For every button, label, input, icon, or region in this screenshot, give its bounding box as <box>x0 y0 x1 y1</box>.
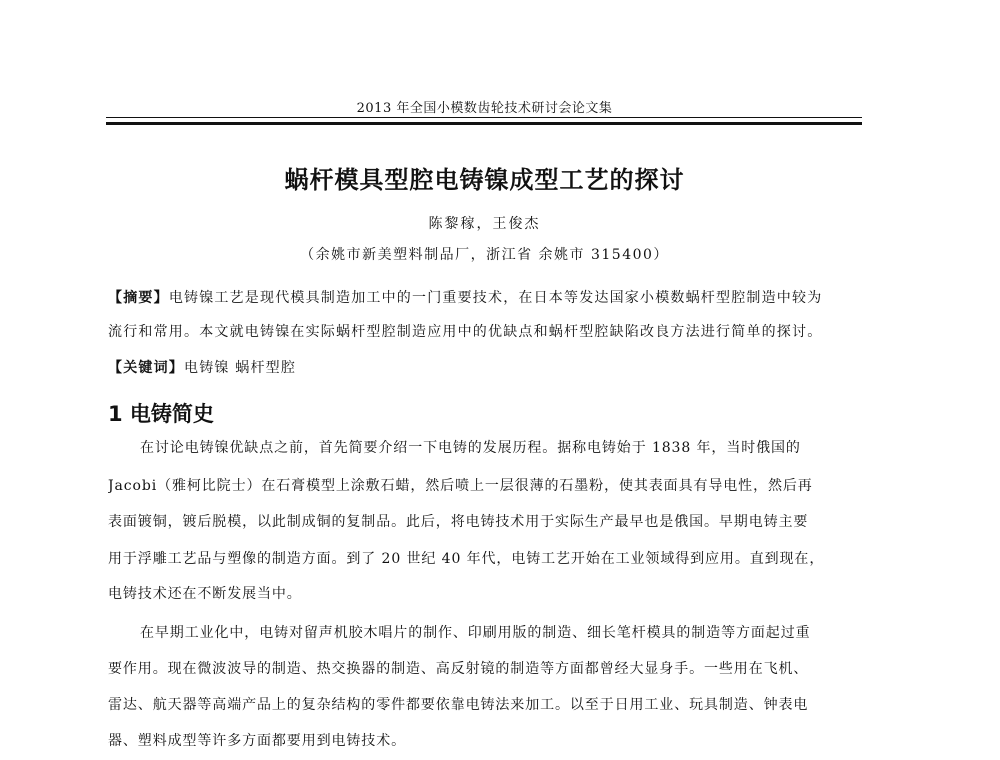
keywords-text: 电铸镍 蜗杆型腔 <box>184 360 297 376</box>
body-line: 电铸技术还在不断发展当中。 <box>108 586 302 602</box>
paper-affiliation: （余姚市新美塑料制品厂，浙江省 余姚市 315400） <box>300 247 669 263</box>
body-line: 要作用。现在微波波导的制造、热交换器的制造、高反射镜的制造等方面都曾经大显身手。一些用在飞机、 <box>108 661 809 677</box>
body-line: 在讨论电铸镍优缺点之前，首先简要介绍一下电铸的发展历程。据称电铸始于 1838 年，当时俄国的 <box>140 440 801 456</box>
abstract-text-2: 流行和常用。本文就电铸镍在实际蜗杆型腔制造应用中的优缺点和蜗杆型腔缺陷改良方法进行简单的探讨。 <box>108 324 823 340</box>
body-line: Jacobi（雅柯比院士）在石膏模型上涂敷石蜡，然后喷上一层很薄的石墨粉，使其表面具有导电性，然后再 <box>108 478 813 494</box>
body-line: 在早期工业化中，电铸对留声机胶木唱片的制作、印刷用版的制造、细长笔杆模具的制造等方面起过重 <box>140 625 811 641</box>
body-line: 表面镀铜，镀后脱模，以此制成铜的复制品。此后，将电铸技术用于实际生产最早也是俄国。早期电铸主要 <box>108 514 809 530</box>
section-heading: 1 电铸简史 <box>108 402 214 426</box>
abstract-first-line <box>108 287 862 307</box>
header-rule-thin <box>106 117 862 118</box>
body-line: 器、塑料成型等许多方面都要用到电铸技术。 <box>108 733 406 749</box>
keywords-label: 【关键词】 <box>108 360 184 376</box>
keywords-line <box>108 357 862 377</box>
body-line: 雷达、航天器等高端产品上的复杂结构的零件都要依靠电铸法来加工。以至于日用工业、玩具制造、钟表电 <box>108 697 809 713</box>
abstract-text-1: 电铸镍工艺是现代模具制造加工中的一门重要技术，在日本等发达国家小模数蜗杆型腔制造中较为 <box>168 290 823 306</box>
body-line: 用于浮雕工艺品与塑像的制造方面。到了 20 世纪 40 年代，电铸工艺开始在工业领域得到应用。直到现在， <box>108 551 825 567</box>
abstract-label: 【摘要】 <box>108 290 169 306</box>
running-header: 2013 年全国小模数齿轮技术研讨会论文集 <box>356 101 613 116</box>
header-rule-thick <box>106 122 862 125</box>
paper-title: 蜗杆模具型腔电铸镍成型工艺的探讨 <box>284 166 685 194</box>
paper-authors: 陈黎稼，王俊杰 <box>428 216 541 232</box>
